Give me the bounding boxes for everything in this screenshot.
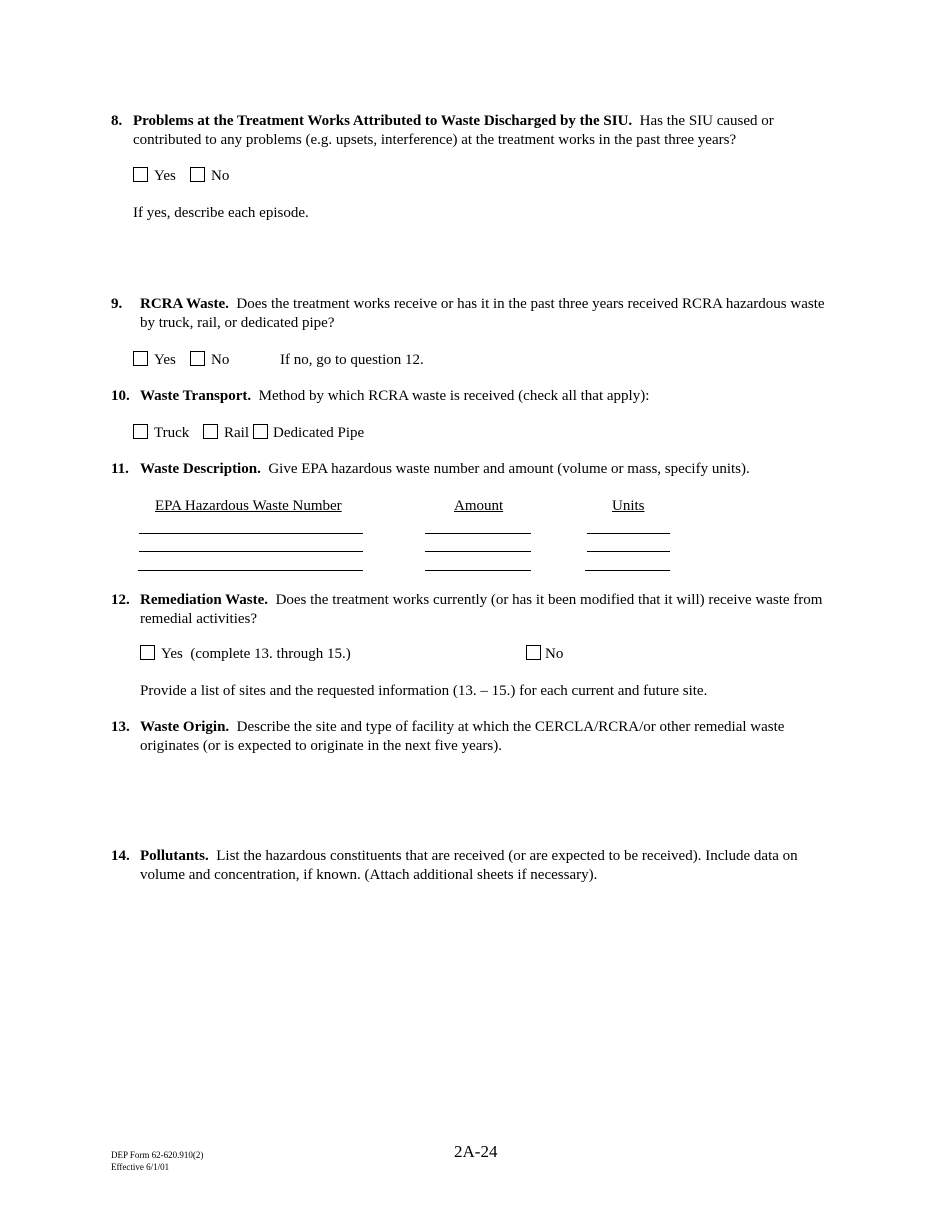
- q10-pipe-option[interactable]: [253, 424, 364, 443]
- q12-instruction: Provide a list of sites and the requested information (13. – 15.) for each current and future site.: [140, 683, 708, 699]
- q10-pipe-label: Dedicated Pipe: [273, 425, 365, 441]
- q12-no-option[interactable]: [526, 645, 563, 664]
- q11-text: Give EPA hazardous waste number and amount (volume or mass, specify units).: [268, 461, 750, 477]
- q10-text: Method by which RCRA waste is received (check all that apply):: [258, 388, 650, 404]
- q11-row1-waste-number-field[interactable]: [139, 533, 363, 534]
- q8-no-checkbox[interactable]: [190, 167, 205, 182]
- q8-yes-option[interactable]: [133, 167, 176, 186]
- q11-row3-waste-number-field[interactable]: [138, 570, 363, 571]
- q9-yes-label: Yes: [154, 352, 176, 368]
- q11-row1-units-field[interactable]: [587, 533, 670, 534]
- q8-yes-checkbox[interactable]: [133, 167, 148, 182]
- q14-text: List the hazardous constituents that are received (or are expected to be received). Include data on volume and concentration, if known. (Attach additional sheets if necessary).: [140, 848, 798, 883]
- q8-no-label: No: [211, 168, 230, 184]
- q13-number: 13.: [111, 719, 130, 735]
- page-number: 2A-24: [454, 1142, 498, 1161]
- q12-yes-label: Yes (complete 13. through 15.): [161, 646, 351, 662]
- q8-number: 8.: [111, 113, 123, 129]
- q8-yes-label: Yes: [154, 168, 176, 184]
- q11-title: Waste Description.: [140, 461, 261, 477]
- q11-row1-amount-field[interactable]: [425, 533, 531, 534]
- q10-rail-label: Rail: [224, 425, 249, 441]
- q11-number: 11.: [111, 461, 129, 477]
- q9-text: Does the treatment works receive or has it in the past three years received RCRA hazardous waste by truck, rail, or dedicated pipe?: [140, 296, 825, 331]
- q9-yes-option[interactable]: [133, 351, 176, 370]
- q10-truck-option[interactable]: [133, 424, 189, 443]
- q12-no-label: No: [545, 646, 564, 662]
- q9-note: If no, go to question 12.: [280, 352, 424, 368]
- footer-form-id: DEP Form 62-620.910(2): [111, 1150, 204, 1160]
- q8-question: [133, 112, 833, 150]
- q12-question: [140, 591, 840, 629]
- q8-title: Problems at the Treatment Works Attributed to Waste Discharged by the SIU.: [133, 113, 633, 129]
- q9-question: [140, 295, 840, 333]
- q11-col-amount: Amount: [454, 498, 504, 514]
- q10-truck-label: Truck: [154, 425, 190, 441]
- q13-question: [140, 718, 830, 756]
- q11-row2-waste-number-field[interactable]: [139, 551, 363, 552]
- q12-yes-option[interactable]: [140, 645, 351, 664]
- q12-title: Remediation Waste.: [140, 592, 269, 608]
- q11-col-units: Units: [612, 498, 645, 514]
- footer-effective-date: Effective 6/1/01: [111, 1162, 170, 1172]
- q11-col-waste-number: EPA Hazardous Waste Number: [155, 498, 342, 514]
- q12-number: 12.: [111, 592, 130, 608]
- q10-pipe-checkbox[interactable]: [253, 424, 268, 439]
- q10-truck-checkbox[interactable]: [133, 424, 148, 439]
- q11-row3-units-field[interactable]: [585, 570, 670, 571]
- q8-no-option[interactable]: [190, 167, 229, 186]
- q10-rail-option[interactable]: [203, 424, 249, 443]
- q8-followup: If yes, describe each episode.: [133, 205, 309, 221]
- q12-no-checkbox[interactable]: [526, 645, 541, 660]
- q9-title: RCRA Waste.: [140, 296, 229, 312]
- q10-rail-checkbox[interactable]: [203, 424, 218, 439]
- q14-number: 14.: [111, 848, 130, 864]
- q12-text: Does the treatment works currently (or has it been modified that it will) receive waste from remedial activities?: [140, 592, 823, 627]
- q13-title: Waste Origin.: [140, 719, 230, 735]
- q9-yes-checkbox[interactable]: [133, 351, 148, 366]
- q10-question: [140, 387, 840, 406]
- q9-no-option[interactable]: [190, 351, 229, 370]
- q12-yes-checkbox[interactable]: [140, 645, 155, 660]
- q14-title: Pollutants.: [140, 848, 209, 864]
- q10-number: 10.: [111, 388, 130, 404]
- q9-no-checkbox[interactable]: [190, 351, 205, 366]
- q11-row2-amount-field[interactable]: [425, 551, 531, 552]
- q14-question: [140, 847, 830, 885]
- q11-row3-amount-field[interactable]: [425, 570, 531, 571]
- q8-text: Has the SIU caused or contributed to any problems (e.g. upsets, interference) at the treatment works in the past three years?: [133, 113, 774, 148]
- q10-title: Waste Transport.: [140, 388, 252, 404]
- q9-number: 9.: [111, 296, 123, 312]
- q11-question: [140, 460, 840, 479]
- q9-no-label: No: [211, 352, 230, 368]
- q11-row2-units-field[interactable]: [587, 551, 670, 552]
- q13-text: Describe the site and type of facility at which the CERCLA/RCRA/or other remedial waste originates (or is expected to originate in the next five years).: [140, 719, 785, 754]
